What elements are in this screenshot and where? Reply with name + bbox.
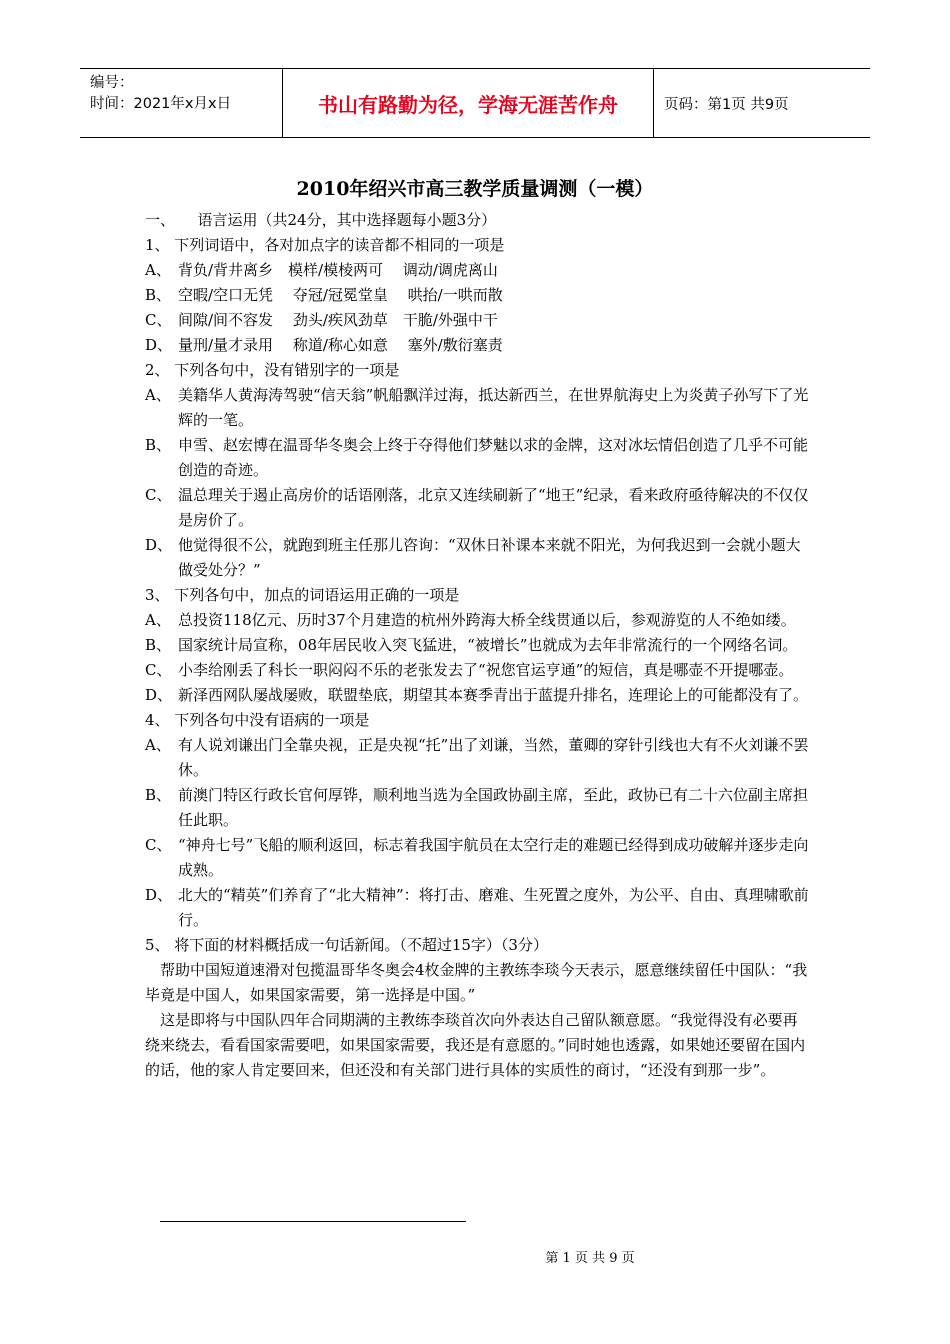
- option-text: 背负/背井离乡 模样/模棱两可 调动/调虎离山: [178, 261, 498, 279]
- header-meta: [80, 69, 282, 137]
- date-label: 时间：2021年x月x日: [90, 96, 232, 112]
- option-label: C、: [145, 661, 172, 679]
- option-label: D、: [145, 336, 173, 354]
- option-label: A、: [145, 386, 171, 404]
- option-label: B、: [145, 786, 172, 804]
- option-text: 新泽西网队屡战屡败，联盟垫底，期望其本赛季青出于蓝提升排名，连理论上的可能都没有了。: [178, 686, 809, 704]
- question-stem: 5、 将下面的材料概括成一句话新闻。（不超过15字）（3分）: [145, 936, 548, 954]
- material-paragraph: 这是即将与中国队四年合同期满的主教练李琰首次向外表达自己留队额意愿。“我觉得没有必要再绕来绕去，看看国家需要吧，如果国家需要，我还是有意愿的。”同时她也透露，如果她还要留在国内的话，他的家人肯定要回来，但还没和有关部门进行具体的实质性的商讨，“还没有到那一步”。: [145, 1011, 806, 1079]
- footnote-divider: [160, 1221, 466, 1222]
- option-text: 他觉得很不公，就跑到班主任那儿咨询：“双休日补课本来就不阳光，为何我迟到一会就小题大做受处分？”: [178, 536, 801, 579]
- option-text: 申雪、赵宏博在温哥华冬奥会上终于夺得他们梦魅以求的金牌，这对冰坛情侣创造了几乎不可能创造的奇迹。: [178, 436, 809, 479]
- option-text: 温总理关于遏止高房价的话语刚落，北京又连续刷新了“地王”纪录，看来政府亟待解决的不仅仅是房价了。: [178, 486, 809, 529]
- option-text: 空暇/空口无凭 夺冠/冠冕堂皇 哄抬/一哄而散: [178, 286, 503, 304]
- question-stem: 1、 下列词语中，各对加点字的读音都不相同的一项是: [145, 236, 505, 254]
- page-footer: 第 1 页 共 9 页: [545, 1251, 635, 1266]
- header-motto: 书山有路勤为径，学海无涯苦作舟: [282, 69, 654, 137]
- page-title: 2010年绍兴市高三教学质量调测（一模）: [296, 178, 654, 200]
- page-header: [80, 68, 870, 138]
- option-label: D、: [145, 686, 173, 704]
- option-row: [145, 608, 810, 633]
- option-row: [145, 333, 810, 358]
- option-row: [145, 733, 810, 783]
- option-row: [145, 783, 810, 833]
- option-row: [145, 483, 810, 533]
- option-label: C、: [145, 486, 172, 504]
- option-row: [145, 433, 810, 483]
- option-text: 北大的“精英”们养育了“北大精神”：将打击、磨难、生死置之度外，为公平、自由、真理啸歌前行。: [178, 886, 809, 929]
- option-row: [145, 308, 810, 333]
- option-row: [145, 833, 810, 883]
- question-stem: 3、 下列各句中，加点的词语运用正确的一项是: [145, 586, 460, 604]
- option-label: D、: [145, 536, 173, 554]
- option-text: 总投资118亿元、历时37个月建造的杭州外跨海大桥全线贯通以后，参观游览的人不绝如缕。: [178, 611, 796, 629]
- option-label: D、: [145, 886, 173, 904]
- option-row: [145, 883, 810, 933]
- option-row: [145, 283, 810, 308]
- number-label: 编号：: [90, 75, 134, 91]
- option-row: [145, 533, 810, 583]
- option-label: B、: [145, 636, 172, 654]
- document-body: [145, 208, 810, 1083]
- option-label: A、: [145, 611, 171, 629]
- question-stem: 4、 下列各句中没有语病的一项是: [145, 711, 370, 729]
- option-label: A、: [145, 261, 171, 279]
- option-row: [145, 258, 810, 283]
- option-label: C、: [145, 311, 172, 329]
- option-row: [145, 683, 810, 708]
- option-text: 小李给刚丢了科长一职闷闷不乐的老张发去了“祝您官运亨通”的短信，真是哪壶不开提哪壶。: [178, 661, 794, 679]
- option-text: 量刑/量才录用 称道/称心如意 塞外/敷衍塞责: [178, 336, 503, 354]
- section-heading: 一、 语言运用（共24分，其中选择题每小题3分）: [145, 211, 497, 229]
- option-label: A、: [145, 736, 171, 754]
- option-text: 有人说刘谦出门全靠央视，正是央视“托”出了刘谦，当然，董卿的穿针引线也大有不火刘谦不罢休。: [178, 736, 809, 779]
- option-text: 美籍华人黄海涛驾驶“信天翁”帆船飘洋过海，抵达新西兰，在世界航海史上为炎黄子孙写下了光辉的一笔。: [178, 386, 809, 429]
- option-row: [145, 633, 810, 658]
- option-text: 间隙/间不容发 劲头/疾风劲草 干脆/外强中干: [178, 311, 498, 329]
- option-row: [145, 383, 810, 433]
- option-row: [145, 658, 810, 683]
- header-page-info: 页码：第1页 共9页: [664, 96, 789, 113]
- option-text: “神舟七号”飞船的顺利返回，标志着我国宇航员在太空行走的难题已经得到成功破解并逐步走向成熟。: [178, 836, 809, 879]
- question-stem: 2、 下列各句中，没有错别字的一项是: [145, 361, 400, 379]
- option-label: B、: [145, 286, 172, 304]
- material-paragraph: 帮助中国短道速滑对包揽温哥华冬奥会4枚金牌的主教练李琰今天表示，愿意继续留任中国队：“我毕竟是中国人，如果国家需要，第一选择是中国。”: [145, 961, 808, 1004]
- option-label: C、: [145, 836, 172, 854]
- option-label: B、: [145, 436, 172, 454]
- option-text: 前澳门特区行政长官何厚铧，顺利地当选为全国政协副主席，至此，政协已有二十六位副主席担任此职。: [178, 786, 809, 829]
- option-text: 国家统计局宣称，08年居民收入突飞猛进，“被增长”也就成为去年非常流行的一个网络名词。: [178, 636, 798, 654]
